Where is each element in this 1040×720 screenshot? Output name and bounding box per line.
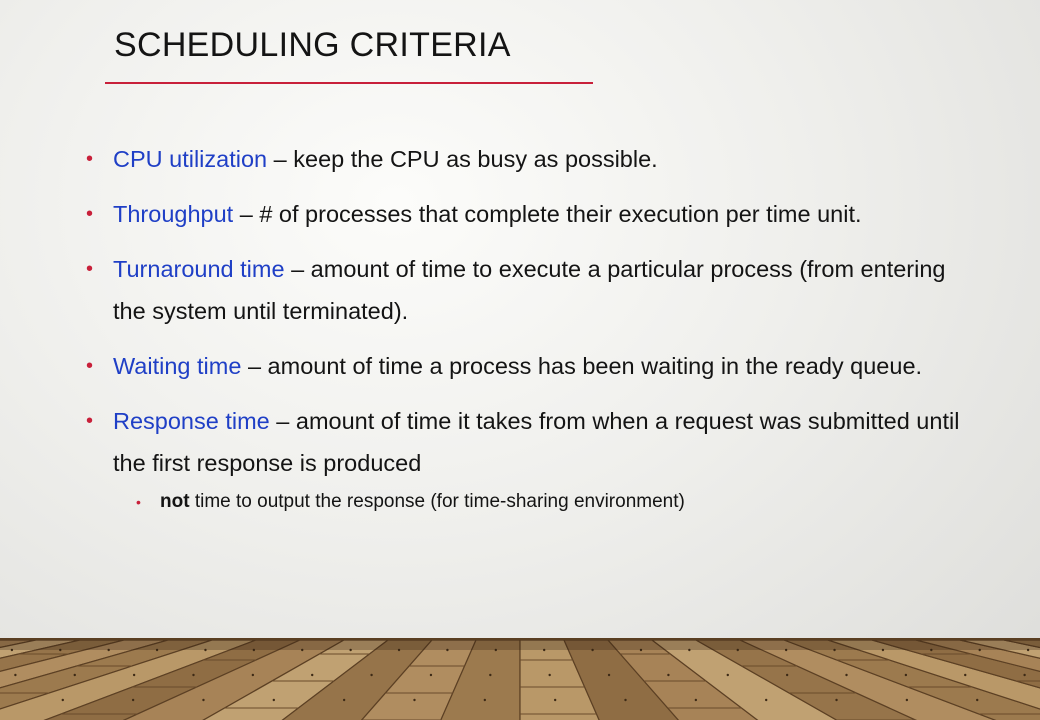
bullet-text: – amount of time it takes from when a request was submitted until the first response is produced <box>113 408 960 476</box>
floor-nail <box>62 699 64 701</box>
floor-nail <box>132 699 134 701</box>
floor-nail <box>252 674 254 676</box>
bullet-icon: • <box>86 355 94 377</box>
floor-nail <box>695 699 697 701</box>
floor-nail <box>906 699 908 701</box>
sub-bullet-item <box>86 488 966 516</box>
bullet-item-throughput <box>86 193 966 235</box>
floor-nail <box>370 674 372 676</box>
floor-nail <box>765 699 767 701</box>
floor-nail <box>133 674 135 676</box>
bullet-text: – keep the CPU as busy as possible. <box>267 146 658 172</box>
floor-nail <box>608 674 610 676</box>
floor-nail <box>430 674 432 676</box>
title-underline <box>105 82 593 84</box>
sub-bullet-icon: • <box>136 494 141 510</box>
bullet-item-waiting-time <box>86 345 966 387</box>
sub-bullet-text: time to output the response (for time-sharing environment) <box>189 491 685 512</box>
floor-nail <box>964 674 966 676</box>
floor-nail <box>786 674 788 676</box>
floor-nail <box>554 699 556 701</box>
bullet-icon: • <box>86 258 94 280</box>
floor-nail <box>192 674 194 676</box>
bullet-icon: • <box>86 148 94 170</box>
bullet-item-response-time <box>86 400 966 484</box>
floor-nail <box>548 674 550 676</box>
bullet-icon: • <box>86 203 94 225</box>
bullet-item-turnaround-time <box>86 248 966 332</box>
bullet-text: – amount of time to execute a particular process (from entering the system until terminated). <box>113 256 946 324</box>
floor-shadow <box>0 640 1040 650</box>
bullet-term: Response time <box>113 408 270 434</box>
floor-nail <box>311 674 313 676</box>
floor-nail <box>484 699 486 701</box>
bullet-list <box>86 138 966 516</box>
floor-nail <box>905 674 907 676</box>
floor-nail <box>667 674 669 676</box>
floor-nail <box>413 699 415 701</box>
floor-nail <box>273 699 275 701</box>
bullet-icon: • <box>86 410 94 432</box>
bullet-term: Turnaround time <box>113 256 285 282</box>
floor-nail <box>845 674 847 676</box>
wood-floor-graphic <box>0 640 1040 720</box>
bullet-text: – # of processes that complete their execution per time unit. <box>233 201 862 227</box>
floor-nail <box>835 699 837 701</box>
sub-bullet-bold: not <box>160 491 190 512</box>
floor-nail <box>489 674 491 676</box>
bullet-text: – amount of time a process has been waiting in the ready queue. <box>241 353 923 379</box>
floor-nail <box>1023 674 1025 676</box>
bullet-item-cpu-utilization <box>86 138 966 180</box>
floor-nail <box>727 674 729 676</box>
floor-nail <box>202 699 204 701</box>
floor-nail <box>14 674 16 676</box>
slide-title: SCHEDULING CRITERIA <box>114 26 511 64</box>
wood-floor <box>0 638 1040 720</box>
floor-nail <box>343 699 345 701</box>
floor-nail <box>624 699 626 701</box>
bullet-term: CPU utilization <box>113 146 268 172</box>
floor-nail <box>74 674 76 676</box>
bullet-term: Waiting time <box>113 353 242 379</box>
bullet-term: Throughput <box>113 201 234 227</box>
floor-nail <box>976 699 978 701</box>
